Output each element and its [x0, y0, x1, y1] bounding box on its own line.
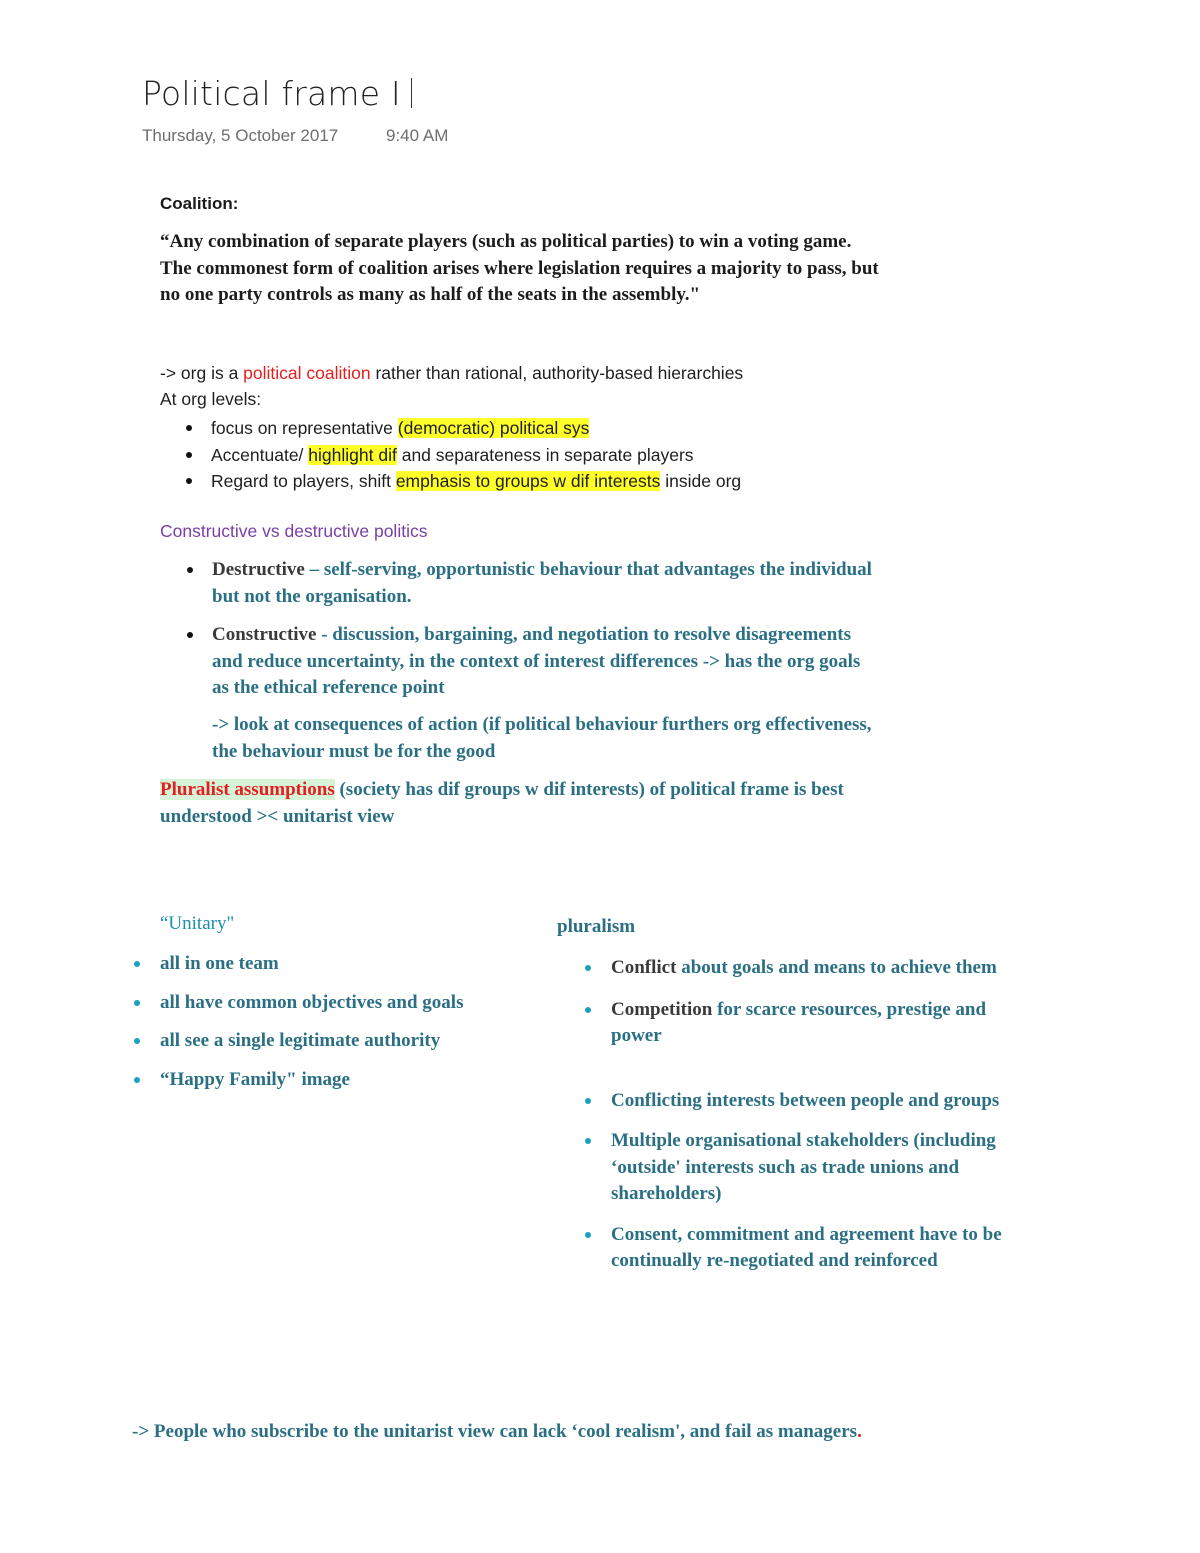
pluralist-term: Pluralist assumptions — [160, 779, 335, 800]
item-text: – self-serving, opportunistic behaviour that advantages the individual but not the organisation. — [212, 559, 872, 607]
footer-note — [132, 1419, 892, 1446]
footer-period: . — [857, 1421, 862, 1442]
unitary-list — [160, 951, 463, 1093]
list-item: Consent, commitment and agreement have to be continually re-negotiated and reinforced — [611, 1222, 1031, 1275]
page-title[interactable] — [142, 74, 412, 113]
note-time: 9:40 AM — [386, 126, 449, 145]
item-text: of political frame is best understood >< unitarist view — [160, 779, 844, 827]
pluralism-heading: pluralism — [557, 916, 636, 937]
note-date: Thursday, 5 October 2017 — [142, 126, 339, 145]
coalition-quote: “Any combination of separate players (such as political parties) to win a voting game. The commonest form of coalition arises where legislation requires a majority to pass, but no one party controls as many as half of the seats in the assembly." — [160, 231, 879, 305]
item-text: Accentuate/ — [211, 444, 309, 465]
coalition-heading: Coalition: — [160, 194, 239, 213]
list-item — [611, 997, 1031, 1050]
list-item — [211, 415, 741, 442]
pluralist-paragraph — [160, 777, 880, 830]
unitary-heading: “Unitary" — [160, 913, 235, 934]
highlighted-text: emphasis to groups w dif interests — [395, 471, 661, 491]
item-text: (society has dif groups w dif interests) — [334, 779, 650, 800]
consequence-note: -> look at consequences of action (if political behaviour furthers org effectiveness, the behaviour must be for the good — [212, 714, 872, 762]
list-item: all have common objectives and goals — [160, 990, 463, 1017]
list-item: Multiple organisational stakeholders (including ‘outside' interests such as trade unions and shareholders) — [611, 1128, 1031, 1208]
highlighted-text: highlight dif — [308, 444, 397, 465]
conflict-term: Conflict — [611, 957, 677, 978]
list-item — [611, 955, 1031, 982]
item-text: Regard to players, shift — [211, 471, 396, 491]
page-title-text: Political frame I — [142, 74, 401, 113]
coalition-line-post: rather than rational, authority-based hierarchies — [370, 363, 744, 383]
constructive-term: Constructive — [212, 624, 317, 645]
politics-heading: Constructive vs destructive politics — [160, 521, 428, 541]
list-item — [211, 468, 741, 495]
org-levels-list — [211, 415, 741, 495]
coalition-line-pre: -> org is a — [160, 363, 244, 383]
list-item: all see a single legitimate authority — [160, 1028, 463, 1055]
pluralism-list — [611, 955, 1031, 1275]
item-text: about goals and means to achieve them — [676, 957, 997, 978]
list-item: Conflicting interests between people and groups — [611, 1088, 1031, 1115]
item-text: for scarce resources, prestige and power — [611, 998, 987, 1046]
list-item — [212, 557, 872, 610]
list-item: all in one team — [160, 951, 463, 978]
coalition-line — [160, 363, 743, 384]
item-text: - discussion, bargaining, and negotiation to resolve disagreements and reduce uncertainty, in the context of interest differences -> has the org goals as the ethical reference point — [212, 624, 861, 698]
competition-term: Competition — [611, 998, 713, 1020]
item-text: focus on representative — [211, 418, 398, 438]
political-coalition-term: political coalition — [243, 363, 371, 383]
destructive-term: Destructive — [212, 559, 305, 580]
highlighted-text: (democratic) political sys — [397, 418, 590, 438]
item-text: and separateness in separate players — [396, 444, 694, 465]
list-item — [211, 442, 741, 469]
item-text: inside org — [660, 471, 742, 491]
org-levels-line: At org levels: — [160, 389, 262, 409]
footer-text: -> People who subscribe to the unitarist view can lack ‘cool realism', and fail as managers — [132, 1421, 858, 1442]
list-item — [212, 622, 872, 702]
list-item: “Happy Family" image — [160, 1067, 463, 1094]
politics-list — [212, 557, 872, 702]
text-cursor — [411, 78, 413, 108]
